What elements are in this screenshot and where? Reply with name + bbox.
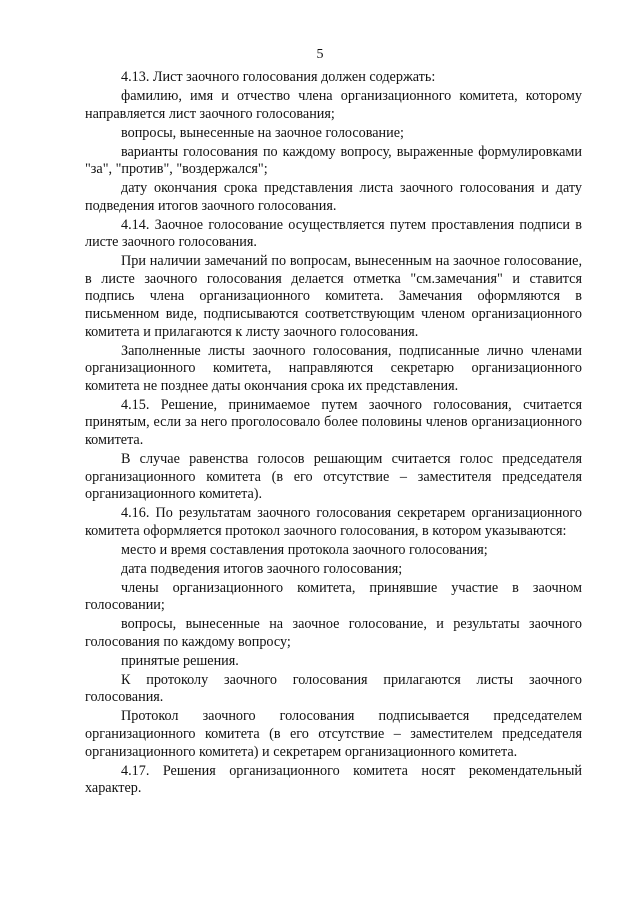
paragraph-remarks: При наличии замечаний по вопросам, вынесенным на заочное голосование, в листе заочного голосования делается отметка "см.замечания" и ставится подпись члена организационного комитета. Замечания оформляются в письменном виде, подписываются соответствующим членом организационного комитета и прилагаются к листу заочного голосования. <box>85 253 582 340</box>
list-item-participants: члены организационного комитета, принявшие участие в заочном голосовании; <box>85 579 582 614</box>
list-item-results-date: дата подведения итогов заочного голосования; <box>121 560 403 577</box>
list-item-place-time: место и время составления протокола заочного голосования; <box>121 541 488 558</box>
section-4-13-heading: 4.13. Лист заочного голосования должен содержать: <box>121 69 436 85</box>
paragraph-tie-vote: В случае равенства голосов решающим считается голос председателя организационного комитета (в его отсутствие – заместителя председателя организационного комитета). <box>85 450 582 503</box>
list-item-full-name: фамилию, имя и отчество члена организационного комитета, которому направляется лист заочного голосования; <box>85 87 582 122</box>
list-item-decisions: принятые решения. <box>121 652 239 669</box>
paragraph-protocol-signing: Протокол заочного голосования подписывается председателем организационного комитета (в его отсутствие – заместителем председателя организационного комитета) и секретарем организационного комитета. <box>85 708 582 760</box>
page-number: 5 <box>316 47 324 62</box>
section-4-16: 4.16. По результатам заочного голосования секретарем организационного комитета оформляется протокол заочного голосования, в котором указываются: <box>85 505 582 539</box>
list-item-voting-options: варианты голосования по каждому вопросу, выраженные формулировками "за", "против", "воздержался"; <box>85 143 582 178</box>
document-body <box>85 69 582 798</box>
list-item-deadline: дату окончания срока представления листа заочного голосования и дату подведения итогов заочного голосования. <box>85 180 582 214</box>
paragraph-attachments: К протоколу заочного голосования прилагаются листы заочного голосования. <box>85 671 582 706</box>
section-4-17: 4.17. Решения организационного комитета носят рекомендательный характер. <box>85 762 582 797</box>
section-4-14: 4.14. Заочное голосование осуществляется путем проставления подписи в листе заочного голосования. <box>85 216 582 251</box>
list-item-questions: вопросы, вынесенные на заочное голосование; <box>121 124 404 141</box>
paragraph-filled-sheets: Заполненные листы заочного голосования, подписанные лично членами организационного комитета, направляются секретарю организационного комитета не позднее даты окончания срока их представления. <box>85 342 582 394</box>
section-4-15: 4.15. Решение, принимаемое путем заочного голосования, считается принятым, если за него проголосовало более половины членов организационного комитета. <box>85 396 582 448</box>
list-item-questions-results: вопросы, вынесенные на заочное голосование, и результаты заочного голосования по каждому вопросу; <box>85 616 582 650</box>
